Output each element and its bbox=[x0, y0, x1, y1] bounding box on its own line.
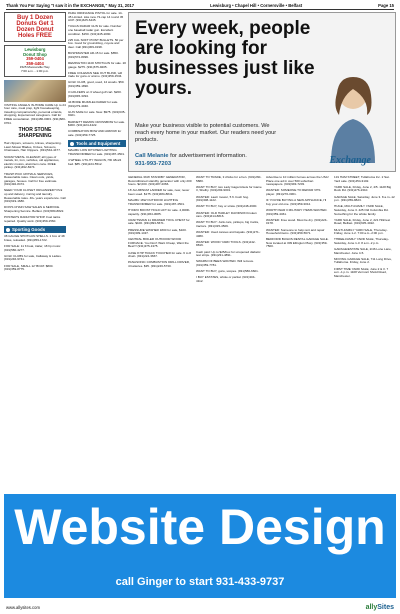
classified-item: WANTED: Free wood. Must be dry. (931)224-0178. bbox=[266, 217, 328, 226]
classified-item: MALIBU 16W OUTDOOR LIGHTING TRANSFORMER for sale. (931)487-4501. bbox=[128, 198, 185, 206]
classified-item: GENERAL 3KW STANDBY GENERATOR, Reconditioned standby generator with only 200 hours. $2,000. (931)287-2066. bbox=[128, 176, 192, 187]
ad-line-4: Holes FREE bbox=[17, 33, 52, 39]
classified-item: WANTED: OLD HARLEY DAVIDSON broken cars. (931)614-8816. bbox=[196, 210, 257, 219]
section-header-tools bbox=[68, 140, 126, 147]
shop-phone-2: 359-4404 bbox=[26, 60, 44, 66]
classified-item: FREE COLEMAN SEE OUT BLIND, will trade for guns or ammo. (931)359-1534. bbox=[68, 70, 123, 79]
classified-item: Cash paid: Up to $25/box for unopened diabetic test strips. (931)231-4891. bbox=[196, 249, 261, 258]
shop-address: 1525 Mooresville Hwy. bbox=[19, 65, 51, 70]
classified-item: WANT TO TRADE, 3 chicks for a hen. (931)260-5880. bbox=[196, 176, 262, 183]
ad-photo bbox=[4, 80, 66, 102]
classified-item: MALIBU LOW DITCHER LIGHTING TRANSFORMER for sale. (931)487-4501. bbox=[68, 148, 125, 156]
classified-item: WANT TO BUY, two Lady Gaga tickets for Game 3, Shelby. (931)293-9001. bbox=[196, 184, 262, 193]
classified-item: WANT TO BUY, guns, scopes. (931)580-6601. bbox=[196, 269, 259, 274]
banner-subtitle: call Ginger to start 931-433-9737 bbox=[115, 576, 285, 588]
classified-item: THREE-FAMILY YARD SALE, Thursday-Saturday, June 1-3. 8 a.m.-2 p.m. bbox=[334, 237, 389, 245]
page-footer bbox=[6, 602, 394, 612]
classified-item: 38 GAUGE SHOTGUN SHELLS. 1 box of 48 brass, reloaded. (931)359-1722. bbox=[4, 234, 65, 242]
classified-item: POSTER'S RADIATOR SHOP. Fuel tanks repaired. Quality work. (931)359-1560. bbox=[4, 215, 61, 223]
classified-item: 4 WHEEL UTILITY WAGON, HD 48x24 bed. $85. (931)224-5512. bbox=[68, 158, 122, 166]
wrench-icon bbox=[70, 142, 74, 146]
footer-url[interactable]: www.allysites.com bbox=[6, 604, 40, 610]
classified-item: I BUY ESTATES, whole or partial. (931)304-4112. bbox=[196, 275, 256, 283]
column-4 bbox=[196, 176, 262, 482]
shop-hours: 7:00 a.m. - 1:00 p.m. bbox=[20, 69, 50, 74]
column-1 bbox=[4, 12, 66, 482]
logo-part-b: Sites bbox=[377, 603, 394, 611]
classified-item: REMINGTON 1100 SHOTGUN for sale. 20 gauge. $275. (931)675-9205. bbox=[68, 60, 126, 69]
logo-part-a: ally bbox=[365, 603, 378, 611]
classified-item: GARAGE/ESTATE SALE, 2/46 Lone Lane, Manchester. June 4-5. bbox=[334, 247, 392, 255]
ball-icon bbox=[6, 228, 10, 232]
classified-item: PANASONIC COMBUSTION DRILL DRIVER, 4 batteries. $35. (931)246-5730. bbox=[128, 260, 190, 269]
promo-cta-rest: for advertisement information. bbox=[170, 153, 247, 159]
classified-item: FOR SALE: 11 ft boat, trailer, 18 hp motor. (931)580-4277. bbox=[4, 243, 62, 252]
classified-item: CENTRAL BOILER OUTDOOR WOOD FURNACE. You Don't Want Cheap, Want the Best!!! (931)375-1375. bbox=[128, 237, 189, 249]
section-title: Sporting Goods bbox=[12, 227, 46, 232]
classified-item: CRAFTSMAN 11 DRAWER TOOL CHEST for sale. $100. (931)993-5671. bbox=[128, 217, 190, 226]
classified-item: WANT TO BUY: Junk cars, pickups, big trucks, tractors. (931)315-4509. bbox=[196, 220, 260, 228]
classified-item: PARA ORDNANCE PISTOL for sale. 14-45 Limited. Like new. Hi-cap 14 round 45 ACP. (931)625-6445. bbox=[68, 12, 124, 23]
classified-item: GOLF CLUB, good, used, 14 woods. $50. (931)359-1890. bbox=[68, 80, 125, 89]
promo-headline: Every week, people are looking for businesses just like yours. bbox=[135, 18, 315, 100]
classified-item: 16' ALUMINUM LADDER for sale, new, never been used. $175. (931)684-8841. bbox=[128, 188, 190, 196]
promo-ad[interactable] bbox=[128, 12, 396, 172]
classified-item: DON'S CHAIN SAW SALES & SERVICE. Sharpening Service. Belfast. (931)580-8822. bbox=[4, 205, 65, 214]
classified-item: VISITING ANGELS IN-HOME CARE Up to 24 hour care, meal prep, light housekeeping, traveling companionship, personal errands, shopping, Experienced caregivers. Call for FREE consultation. (931)486-0003. (931)680-0764. bbox=[4, 102, 66, 125]
column-2 bbox=[68, 12, 126, 482]
classified-item: Advertise to 10 million homes across the USA! Place one ad in over 500 suburban newspapers. (931)993-7203. bbox=[266, 176, 329, 187]
classified-item: NEED YOUR CLOSET ORGANIZED? Pick up and delivery, ironing and laundry. Reasonable rates. 40+ years experience. Call (931)619-1680. bbox=[4, 188, 66, 204]
section-title: Tools and Equipment bbox=[76, 141, 121, 147]
classified-item: WANTED: SOMEONE TO REPAIR VHS player. (931)270-3301. bbox=[266, 188, 321, 196]
classified-item: WANT TO BUY, hay or straw. (931)248-4600. bbox=[196, 204, 258, 209]
ad-line-1: Buy 1 Dozen bbox=[16, 15, 53, 21]
allysites-logo bbox=[366, 604, 394, 611]
classified-item: FIRST TIME YARD SALE, June 2 & 3. 7 a.m.-1 p.m. 1108 Vermont Shold Road, Manchester. bbox=[334, 266, 389, 278]
classified-item: TRASH PICK UP/HAUL SERVICES, Reasonable rates. Clean outs, yards, garages, houses. Call for free estimate. (931)492-8474. bbox=[4, 171, 58, 187]
donut-shop-ad[interactable] bbox=[4, 45, 66, 77]
classified-item: 44 BORE MUZZLELOADER for sale. (931)279-4040. bbox=[68, 100, 119, 108]
classified-item: GUN SAFE for sale. New. $975. (931)635-9021. bbox=[68, 109, 126, 118]
classified-item: MULTI-FAMILY YARD SALE, Thursday-Friday, June 1-2. 7:00 a.m.-2:00 p.m. bbox=[334, 227, 388, 236]
classified-item: WANTED: Used canoes and kayaks. (931)271-4380. bbox=[196, 230, 260, 238]
donut-coupon-ad[interactable] bbox=[4, 12, 66, 42]
shop-name-2: Donut Shop bbox=[23, 51, 47, 57]
exchange-logo: Exchange bbox=[329, 155, 371, 166]
classified-item: SCRAP METAL CLEANUP, all types of metals, tin, iron, vehicles, old appliances, electric motors, aluminum cans. FREE pickup. (931)492-8474. bbox=[4, 154, 60, 170]
classified-item: PRESSURE WASHER 1800 for sale, $100. (931)309-1437. bbox=[128, 227, 187, 236]
promo-cta bbox=[135, 153, 247, 168]
classified-item: WANTED: WOOD YARD TOOLS. (931)242-8816. bbox=[196, 239, 256, 248]
ad-line-2: Donuts Get 1 bbox=[16, 21, 54, 27]
classified-item: TUGGS RADAR GUN for sale. Number one baseball radar gun. Excellent condition. $150. (931)345-2090. bbox=[68, 24, 122, 36]
classified-item: IF YOU'RE BUYING A NEW APPLIANCE, I'll buy your old one. (931)359-3012. bbox=[266, 198, 327, 206]
classified-item: SWARM OF BEES WANTED. Will remove. (931)359-7781. bbox=[196, 259, 255, 268]
header-left: Thank You For Saying "I saw it in the EXCHANGE," May 31, 2017 bbox=[6, 3, 135, 8]
sharpening-heading: THOR STONE SHARPENING bbox=[18, 126, 52, 139]
banner-title: Website Design bbox=[14, 499, 386, 555]
ad-line-3: Dozen Donut bbox=[16, 27, 54, 33]
section-header-sporting-goods bbox=[4, 226, 66, 233]
classified-item: WANTED: Lawn mower, 5 ft. bush hog. (931)308-1122. bbox=[196, 194, 249, 203]
column-5 bbox=[266, 176, 330, 482]
header-center: Lewisburg • Chapel Hill • Cornersville • Belfast bbox=[210, 3, 303, 8]
classified-item: WANTED: Someone to help rent and repair Household items. (931)359-5671. bbox=[266, 227, 325, 236]
classified-item: 131 HAM STREET, Tullahoma Inc. 2 Sat. Yard sale. (931)454-3102. bbox=[334, 176, 390, 183]
classified-item: HYDRO BOOST HOLD LIFT for sale. 4,000lb. capacity. (931)364-3085. bbox=[128, 207, 191, 216]
promo-phone: 931-993-7203 bbox=[135, 160, 172, 167]
classified-item: BUSHMASTER AR-15 for sale. $850. (931)572-8096. bbox=[68, 51, 119, 59]
classified-item: GOLF CLUBS for sale, Callaway & Ladies. (931)246-9741. bbox=[4, 253, 62, 262]
classified-item: YARD SALE, Friday, June 2, 4/5. 1128 Big Rock Rd. (931)276-2310. bbox=[334, 184, 392, 193]
page-number: Page 15 bbox=[378, 3, 394, 8]
shop-name: Lewisburg bbox=[24, 47, 46, 52]
classified-item: BEDFORD BUILDS RENTAL GARAGE SALE. Now located at 309 Ellington Pkwy. (931)359-7500. bbox=[266, 237, 329, 249]
classified-item: Hair clippers, scissors, knives, sharpening. Lawn Mower Blades, Knives, Scissors, Chainsaws, Hair Clippers. (931)544-4477. bbox=[4, 141, 62, 153]
column-3 bbox=[128, 176, 192, 482]
promo-cta-name: Call Melanie bbox=[135, 153, 169, 159]
classified-item: BARNETT DEMON CROSSBOW for sale. $300. (931)224-4422. bbox=[68, 119, 125, 128]
woman-photo bbox=[317, 71, 389, 163]
classified-item: MOVING GARAGE SALE, 711 Long Drive, Tullahoma. Friday, June 2. bbox=[334, 256, 392, 265]
classified-item: COMBINATION BOW AND ARROW for sale. (931)359-7725. bbox=[68, 129, 122, 137]
classified-item: HUGE, MULTI-FAMILY YARD SALE, Saturday, June 3. 425 Old Columbia Rd. Something for the whole family. bbox=[334, 204, 389, 216]
classified-item: YARD SALE, Friday, June 2, 221 Hillcrest Road, Belfast. (931)635-4022. bbox=[334, 217, 391, 226]
page-header bbox=[6, 2, 394, 10]
classified-item: GARAGE SALE, Saturday, June 3. 8 a.m.-12 p.m. (931)359-8823. bbox=[334, 194, 395, 203]
classified-item: WORTH WAR II MILITARY ITEMS WANTED. (931)359-4461. bbox=[266, 207, 328, 216]
classified-item: 3 GOLFERS on 3 wheel golf cart. $200. (931)845-3394. bbox=[68, 90, 122, 98]
classified-item: FOR SALE, SMALL 12' BOAT. $800. (931)359-8775. bbox=[4, 263, 54, 272]
shop-phone-1: 359-0404 bbox=[26, 56, 44, 62]
promo-text: Make your business visible to potential customers. We reach every home in your market. Our readers need your products. bbox=[135, 123, 277, 143]
column-6 bbox=[334, 176, 396, 482]
classified-item: CASE 8 HP TRACK TOUCHER for sale. 6 to 8 chain. (931)224-3667. bbox=[128, 250, 191, 259]
website-design-banner[interactable] bbox=[4, 494, 396, 598]
classified-item: 225 CAL SOFT POINT BULLETS. 50 per box. Good for ground/dog, coyote and deer. Call (931)309-0198. bbox=[68, 37, 124, 49]
